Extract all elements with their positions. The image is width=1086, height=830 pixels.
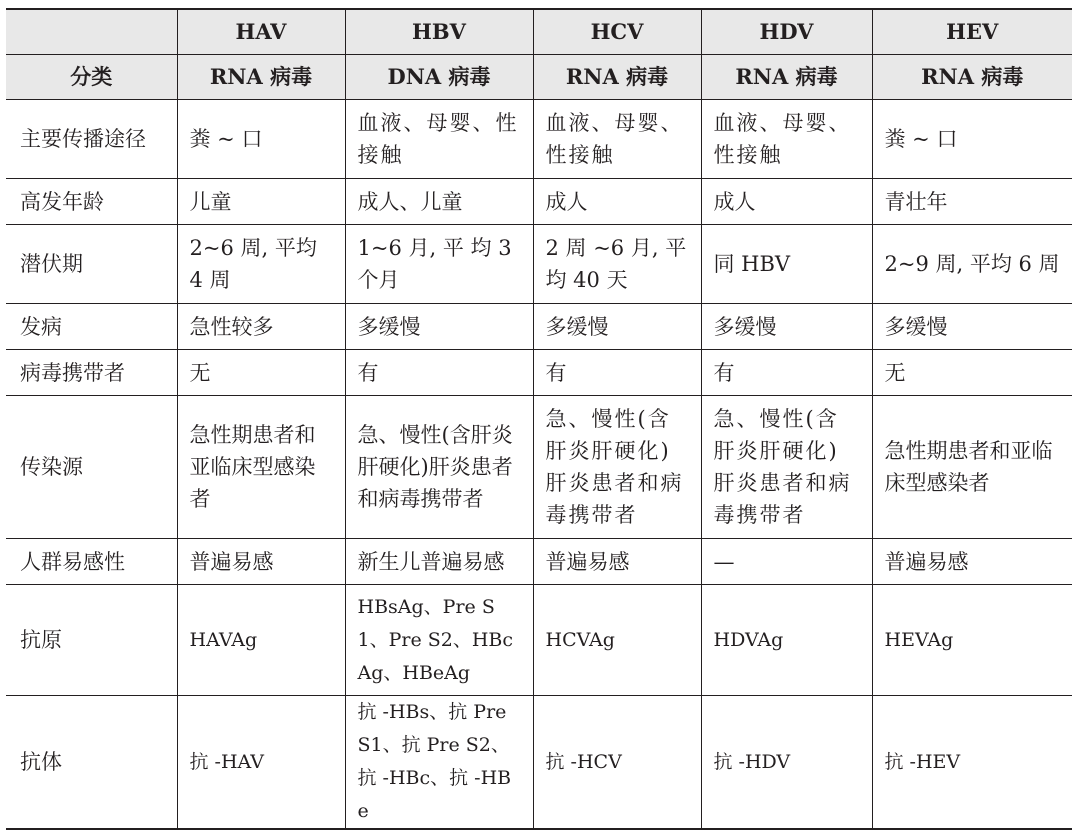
table-cell: 2~6 周, 平均 4 周 [177, 225, 345, 304]
header-classification-label: 分类 [6, 55, 177, 100]
table-row-peak-age [6, 179, 1072, 225]
table-row-susceptibility [6, 539, 1072, 585]
table-row-infection-source [6, 396, 1072, 539]
row-label: 主要传播途径 [6, 100, 177, 179]
row-label: 抗体 [6, 696, 177, 830]
table-cell: 成人 [533, 179, 701, 225]
classification-hcv: RNA 病毒 [533, 55, 701, 100]
table-cell: 普遍易感 [872, 539, 1072, 585]
table-row-onset [6, 304, 1072, 350]
table-cell: 急性期患者和亚临床型感染者 [177, 396, 345, 539]
row-label: 传染源 [6, 396, 177, 539]
table-cell: 多缓慢 [701, 304, 872, 350]
table-cell: 多缓慢 [345, 304, 533, 350]
hepatitis-comparison-table-container [6, 8, 1072, 830]
table-cell: 粪 ~ 口 [872, 100, 1072, 179]
classification-hbv: DNA 病毒 [345, 55, 533, 100]
table-cell: 血液、母婴、性接触 [701, 100, 872, 179]
table-cell: 青壮年 [872, 179, 1072, 225]
table-cell: 抗 -HBs、抗 Pre S1、抗 Pre S2、抗 -HBc、抗 -HBe [345, 696, 533, 830]
table-cell: 2 周 ~6 月, 平均 40 天 [533, 225, 701, 304]
classification-hev: RNA 病毒 [872, 55, 1072, 100]
table-cell: 多缓慢 [533, 304, 701, 350]
table-cell: 无 [872, 350, 1072, 396]
table-cell: HAVAg [177, 585, 345, 696]
row-label: 人群易感性 [6, 539, 177, 585]
table-cell: 急性期患者和亚临床型感染者 [872, 396, 1072, 539]
row-label: 潜伏期 [6, 225, 177, 304]
classification-hav: RNA 病毒 [177, 55, 345, 100]
table-cell: 血液、母婴、性接触 [345, 100, 533, 179]
header-hev: HEV [872, 9, 1072, 55]
table-cell: 急、慢性(含肝炎肝硬化)肝炎患者和病毒携带者 [533, 396, 701, 539]
table-cell: 新生儿普遍易感 [345, 539, 533, 585]
classification-hdv: RNA 病毒 [701, 55, 872, 100]
table-cell: 急、慢性(含肝炎肝硬化)肝炎患者和病毒携带者 [345, 396, 533, 539]
table-cell: 2~9 周, 平均 6 周 [872, 225, 1072, 304]
table-cell: 急性较多 [177, 304, 345, 350]
table-cell: — [701, 539, 872, 585]
table-cell: 粪 ~ 口 [177, 100, 345, 179]
row-label: 发病 [6, 304, 177, 350]
header-hbv: HBV [345, 9, 533, 55]
header-hcv: HCV [533, 9, 701, 55]
table-row-incubation-period [6, 225, 1072, 304]
table-cell: HBsAg、Pre S1、Pre S2、HBcAg、HBeAg [345, 585, 533, 696]
table-cell: 儿童 [177, 179, 345, 225]
table-cell: 抗 -HDV [701, 696, 872, 830]
table-cell: 急、慢性(含肝炎肝硬化)肝炎患者和病毒携带者 [701, 396, 872, 539]
row-label: 抗原 [6, 585, 177, 696]
table-cell: 有 [701, 350, 872, 396]
table-cell: 有 [533, 350, 701, 396]
header-row-classification [6, 55, 1072, 100]
row-label: 病毒携带者 [6, 350, 177, 396]
table-cell: 有 [345, 350, 533, 396]
table-row-antibody [6, 696, 1072, 830]
table-cell: 普遍易感 [177, 539, 345, 585]
hepatitis-comparison-table [6, 8, 1072, 830]
header-hdv: HDV [701, 9, 872, 55]
table-cell: 成人 [701, 179, 872, 225]
table-cell: 抗 -HCV [533, 696, 701, 830]
table-row-transmission-route [6, 100, 1072, 179]
table-cell: 成人、儿童 [345, 179, 533, 225]
table-cell: 多缓慢 [872, 304, 1072, 350]
table-cell: 血液、母婴、性接触 [533, 100, 701, 179]
table-row-virus-carrier [6, 350, 1072, 396]
table-cell: 无 [177, 350, 345, 396]
header-row-virus [6, 9, 1072, 55]
table-cell: HDVAg [701, 585, 872, 696]
row-label: 高发年龄 [6, 179, 177, 225]
header-corner-cell [6, 9, 177, 55]
table-cell: 普遍易感 [533, 539, 701, 585]
table-row-antigen [6, 585, 1072, 696]
table-cell: 同 HBV [701, 225, 872, 304]
table-cell: 抗 -HEV [872, 696, 1072, 830]
table-cell: HCVAg [533, 585, 701, 696]
header-hav: HAV [177, 9, 345, 55]
table-cell: HEVAg [872, 585, 1072, 696]
table-cell: 1~6 月, 平 均 3 个月 [345, 225, 533, 304]
table-cell: 抗 -HAV [177, 696, 345, 830]
